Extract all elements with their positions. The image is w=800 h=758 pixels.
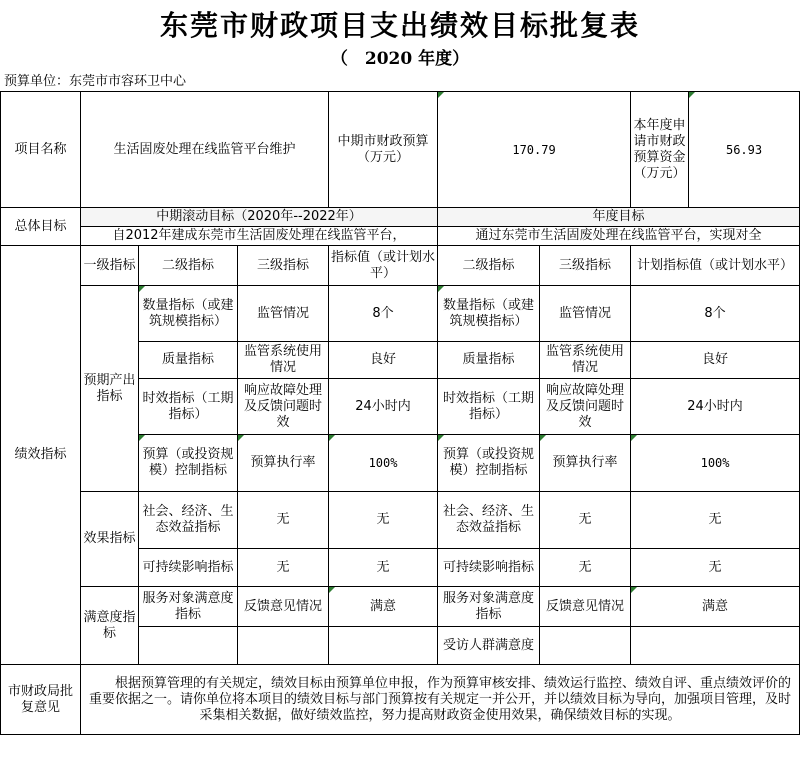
project-name: 生活固废处理在线监管平台维护: [81, 92, 329, 208]
col-value-annual: 计划指标值（或计划水平）: [631, 246, 800, 286]
row3-l2: 预算（或投资规模）控制指标: [139, 435, 238, 492]
row1-v: 良好: [329, 342, 438, 379]
row2-va: 24小时内: [631, 379, 800, 435]
mid-budget-value: 170.79: [438, 92, 631, 208]
row4-l3a: 无: [540, 492, 631, 549]
col-level3-annual: 三级指标: [540, 246, 631, 286]
row6-l2a: 服务对象满意度指标: [438, 587, 540, 627]
row2-l3a: 响应故障处理及反馈问题时效: [540, 379, 631, 435]
row6-l2: 服务对象满意度指标: [139, 587, 238, 627]
col-level2: 二级指标: [139, 246, 238, 286]
row5-l2a: 可持续影响指标: [438, 549, 540, 587]
opinion-text: 根据预算管理的有关规定，绩效目标由预算单位申报，作为预算审核安排、绩效运行监控、绩效自评、重点绩效评价的重要依据之一。请你单位将本项目的绩效目标与部门预算按有关规定一并公开，并以绩效目标为导向，加强项目管理，及时采集相关数据，做好绩效监控，努力提高财政资金使用效果，确保绩效目标的实现。: [89, 675, 792, 723]
effect-indicator-label: 效果指标: [81, 492, 139, 587]
row7-l3: [238, 627, 329, 665]
overall-target-label: 总体目标: [1, 208, 81, 246]
row1-l2: 质量指标: [139, 342, 238, 379]
col-level2-annual: 二级指标: [438, 246, 540, 286]
annual-target-header: 年度目标: [438, 208, 800, 227]
opinion-label: 市财政局批复意见: [1, 665, 81, 735]
row0-v: 8个: [329, 286, 438, 342]
row6-l3: 反馈意见情况: [238, 587, 329, 627]
mid-budget-label: 中期市财政预算（万元）: [329, 92, 438, 208]
row2-v: 24小时内: [329, 379, 438, 435]
row4-va: 无: [631, 492, 800, 549]
row0-l3a: 监管情况: [540, 286, 631, 342]
row5-va: 无: [631, 549, 800, 587]
project-name-label: 项目名称: [1, 92, 81, 208]
row7-l2a: 受访人群满意度: [438, 627, 540, 665]
annual-target-text: 通过东莞市生活固废处理在线监管平台，实现对全: [438, 227, 800, 246]
row5-v: 无: [329, 549, 438, 587]
row3-l3a: 预算执行率: [540, 435, 631, 492]
page-title: 东莞市财政项目支出绩效目标批复表: [159, 9, 640, 42]
row2-l2: 时效指标（工期指标）: [139, 379, 238, 435]
row4-l2a: 社会、经济、生态效益指标: [438, 492, 540, 549]
row5-l3a: 无: [540, 549, 631, 587]
satisfaction-indicator-label: 满意度指标: [81, 587, 139, 665]
row0-l3: 监管情况: [238, 286, 329, 342]
col-value-mid: 指标值（或计划水平）: [329, 246, 438, 286]
row6-v: 满意: [329, 587, 438, 627]
perf-indicator-label: 绩效指标: [1, 246, 81, 665]
row3-va: 100%: [631, 435, 800, 492]
row0-va: 8个: [631, 286, 800, 342]
row3-v: 100%: [329, 435, 438, 492]
row7-l2: [139, 627, 238, 665]
row7-l3a: [540, 627, 631, 665]
row2-l3: 响应故障处理及反馈问题时效: [238, 379, 329, 435]
row4-l3: 无: [238, 492, 329, 549]
annual-budget-value: 56.93: [689, 92, 800, 208]
row7-va: [631, 627, 800, 665]
row6-l3a: 反馈意见情况: [540, 587, 631, 627]
row3-l3: 预算执行率: [238, 435, 329, 492]
approval-table: [0, 91, 800, 735]
row1-l3: 监管系统使用情况: [238, 342, 329, 379]
row5-l3: 无: [238, 549, 329, 587]
annual-budget-label: 本年度申请市财政预算资金（万元）: [631, 92, 689, 208]
row0-l2: 数量指标（或建筑规模指标）: [139, 286, 238, 342]
row3-l2a: 预算（或投资规模）控制指标: [438, 435, 540, 492]
col-level1: 一级指标: [81, 246, 139, 286]
row5-l2: 可持续影响指标: [139, 549, 238, 587]
year-subtitle: （ 2020 年度）: [330, 49, 470, 69]
col-level3: 三级指标: [238, 246, 329, 286]
output-indicator-label: 预期产出指标: [81, 286, 139, 492]
row4-l2: 社会、经济、生态效益指标: [139, 492, 238, 549]
row4-v: 无: [329, 492, 438, 549]
mid-target-text: 自2012年建成东莞市生活固废处理在线监管平台，: [81, 227, 438, 246]
opinion-cell: [81, 665, 800, 735]
row1-l3a: 监管系统使用情况: [540, 342, 631, 379]
row1-l2a: 质量指标: [438, 342, 540, 379]
row7-v: [329, 627, 438, 665]
row0-l2a: 数量指标（或建筑规模指标）: [438, 286, 540, 342]
row6-va: 满意: [631, 587, 800, 627]
mid-target-header: 中期滚动目标（2020年--2022年）: [81, 208, 438, 227]
row2-l2a: 时效指标（工期指标）: [438, 379, 540, 435]
row1-va: 良好: [631, 342, 800, 379]
budget-unit-line: 预算单位：东莞市市容环卫中心: [4, 74, 187, 89]
